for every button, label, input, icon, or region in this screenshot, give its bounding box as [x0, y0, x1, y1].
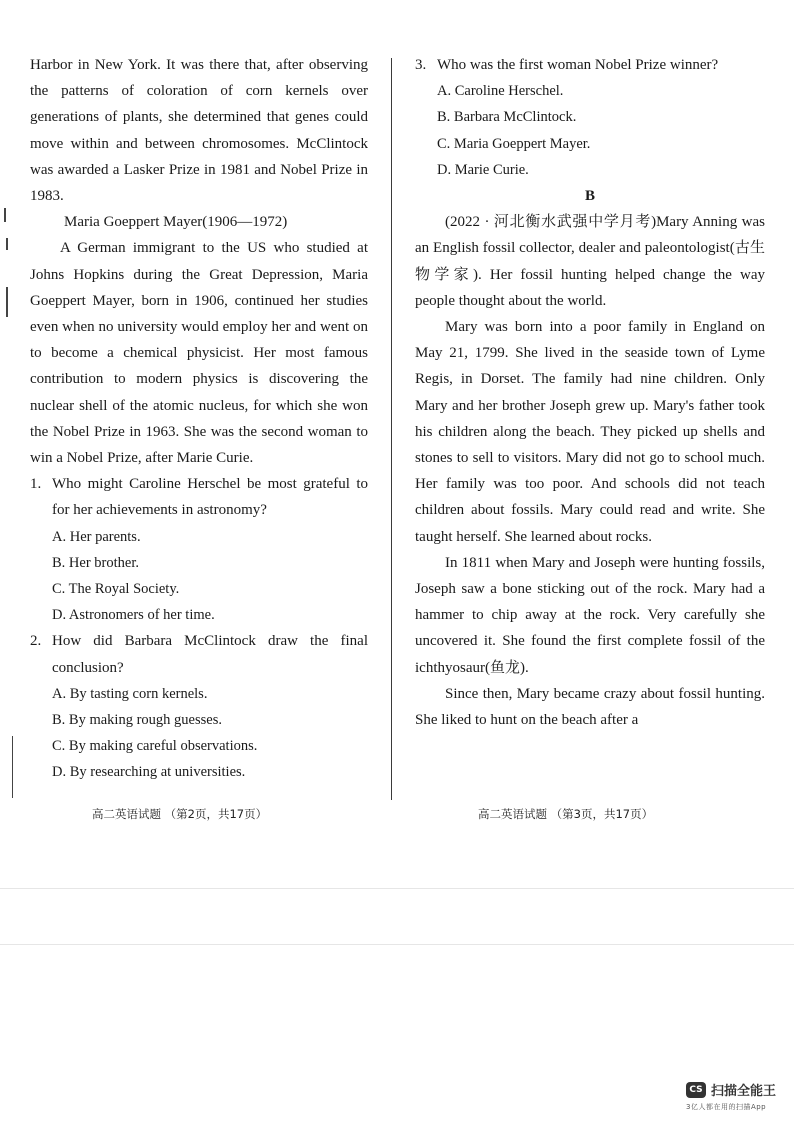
scan-margin-mark: [6, 287, 8, 317]
left-column: [30, 52, 368, 786]
answer-option: B. By making rough guesses.: [52, 712, 222, 729]
page-footer-left: 高二英语试题 （第2页，共17页）: [92, 807, 268, 821]
question-number: 1.: [30, 476, 42, 493]
answer-option: C. Maria Goeppert Mayer.: [437, 135, 591, 152]
scanner-watermark: [686, 1080, 776, 1099]
question-text: Who might Caroline Herschel be most grateful to for her achievements in astronomy?: [52, 476, 368, 519]
answer-option: A. By tasting corn kernels.: [52, 685, 208, 702]
passage-subheading: Maria Goeppert Mayer(1906—1972): [64, 214, 288, 231]
passage-paragraph: Mary was born into a poor family in England on May 21, 1799. She lived in the seaside town of Lyme Regis, in Dorset. The family had nine children. Only Mary and her brother Joseph grew up. Mary's father took his children along the beach. They picked up shells and stones to sell to visitors. Mary did not go to school much. Her family was too poor. And schools did not teach children about fossils. Mary could read and write. She taught herself. She learned about rocks.: [415, 319, 765, 545]
scanner-tagline: 3亿人都在用的扫描App: [686, 1103, 767, 1111]
question-1: [30, 471, 368, 523]
column-divider: [391, 58, 392, 800]
section-heading: B: [584, 188, 595, 205]
scanner-app-name: 扫描全能王: [711, 1084, 777, 1099]
passage-paragraph: Harbor in New York. It was there that, after observing the patterns of coloration of corn kernels over generations of plants, she determined that genes could move within and between chromosomes. McClintock was awarded a Lasker Prize in 1981 and Nobel Prize in 1983.: [30, 57, 368, 205]
answer-option: C. By making careful observations.: [52, 738, 258, 755]
question-text: Who was the first woman Nobel Prize winner?: [437, 57, 719, 73]
camscanner-logo-icon: CS: [686, 1082, 706, 1098]
question-text: How did Barbara McClintock draw the final conclusion?: [52, 633, 368, 676]
answer-option: A. Caroline Herschel.: [437, 83, 564, 100]
answer-option: A. Her parents.: [52, 528, 141, 545]
passage-paragraph: A German immigrant to the US who studied at Johns Hopkins during the Great Depression, Maria Goeppert Mayer, born in 1906, continued her studies even when no university would employ her and went on to become a chemical physicist. Her most famous contribution to modern physics is discovering the nuclear shell of the atomic nucleus, for which she won the Nobel Prize in 1963. She was the second woman to win a Nobel Prize, after Marie Curie.: [30, 240, 368, 467]
answer-option: D. By researching at universities.: [52, 764, 246, 781]
question-number: 2.: [30, 633, 42, 650]
scan-fold-line: [0, 888, 794, 889]
passage-paragraph: In 1811 when Mary and Joseph were hunting fossils, Joseph saw a bone sticking out of the rock. Mary had a hammer to chip away at the rock. Very carefully she uncovered it. She found the first complete fossil of the ichthyosaur(鱼龙).: [415, 554, 765, 676]
scan-fold-line: [0, 944, 794, 945]
question-number: 3.: [415, 57, 427, 73]
answer-option: D. Astronomers of her time.: [52, 607, 215, 624]
passage-paragraph: Since then, Mary became crazy about fossil hunting. She liked to hunt on the beach after a: [415, 685, 765, 729]
answer-option: B. Her brother.: [52, 554, 139, 571]
scan-margin-mark: [12, 736, 13, 798]
question-3: [415, 52, 765, 78]
answer-option: D. Marie Curie.: [437, 161, 529, 178]
question-2: [30, 628, 368, 680]
right-column: [415, 52, 765, 733]
answer-option: C. The Royal Society.: [52, 581, 180, 598]
answer-option: B. Barbara McClintock.: [437, 109, 577, 126]
passage-paragraph: (2022 · 河北衡水武强中学月考)Mary Anning was an English fossil collector, dealer and paleontologist(古生物学家). Her fossil hunting helped change the way people thought about the world.: [415, 214, 765, 309]
scan-margin-mark: [6, 238, 8, 250]
page-footer-right: 高二英语试题 （第3页，共17页）: [478, 807, 654, 821]
scan-margin-mark: [4, 208, 6, 222]
